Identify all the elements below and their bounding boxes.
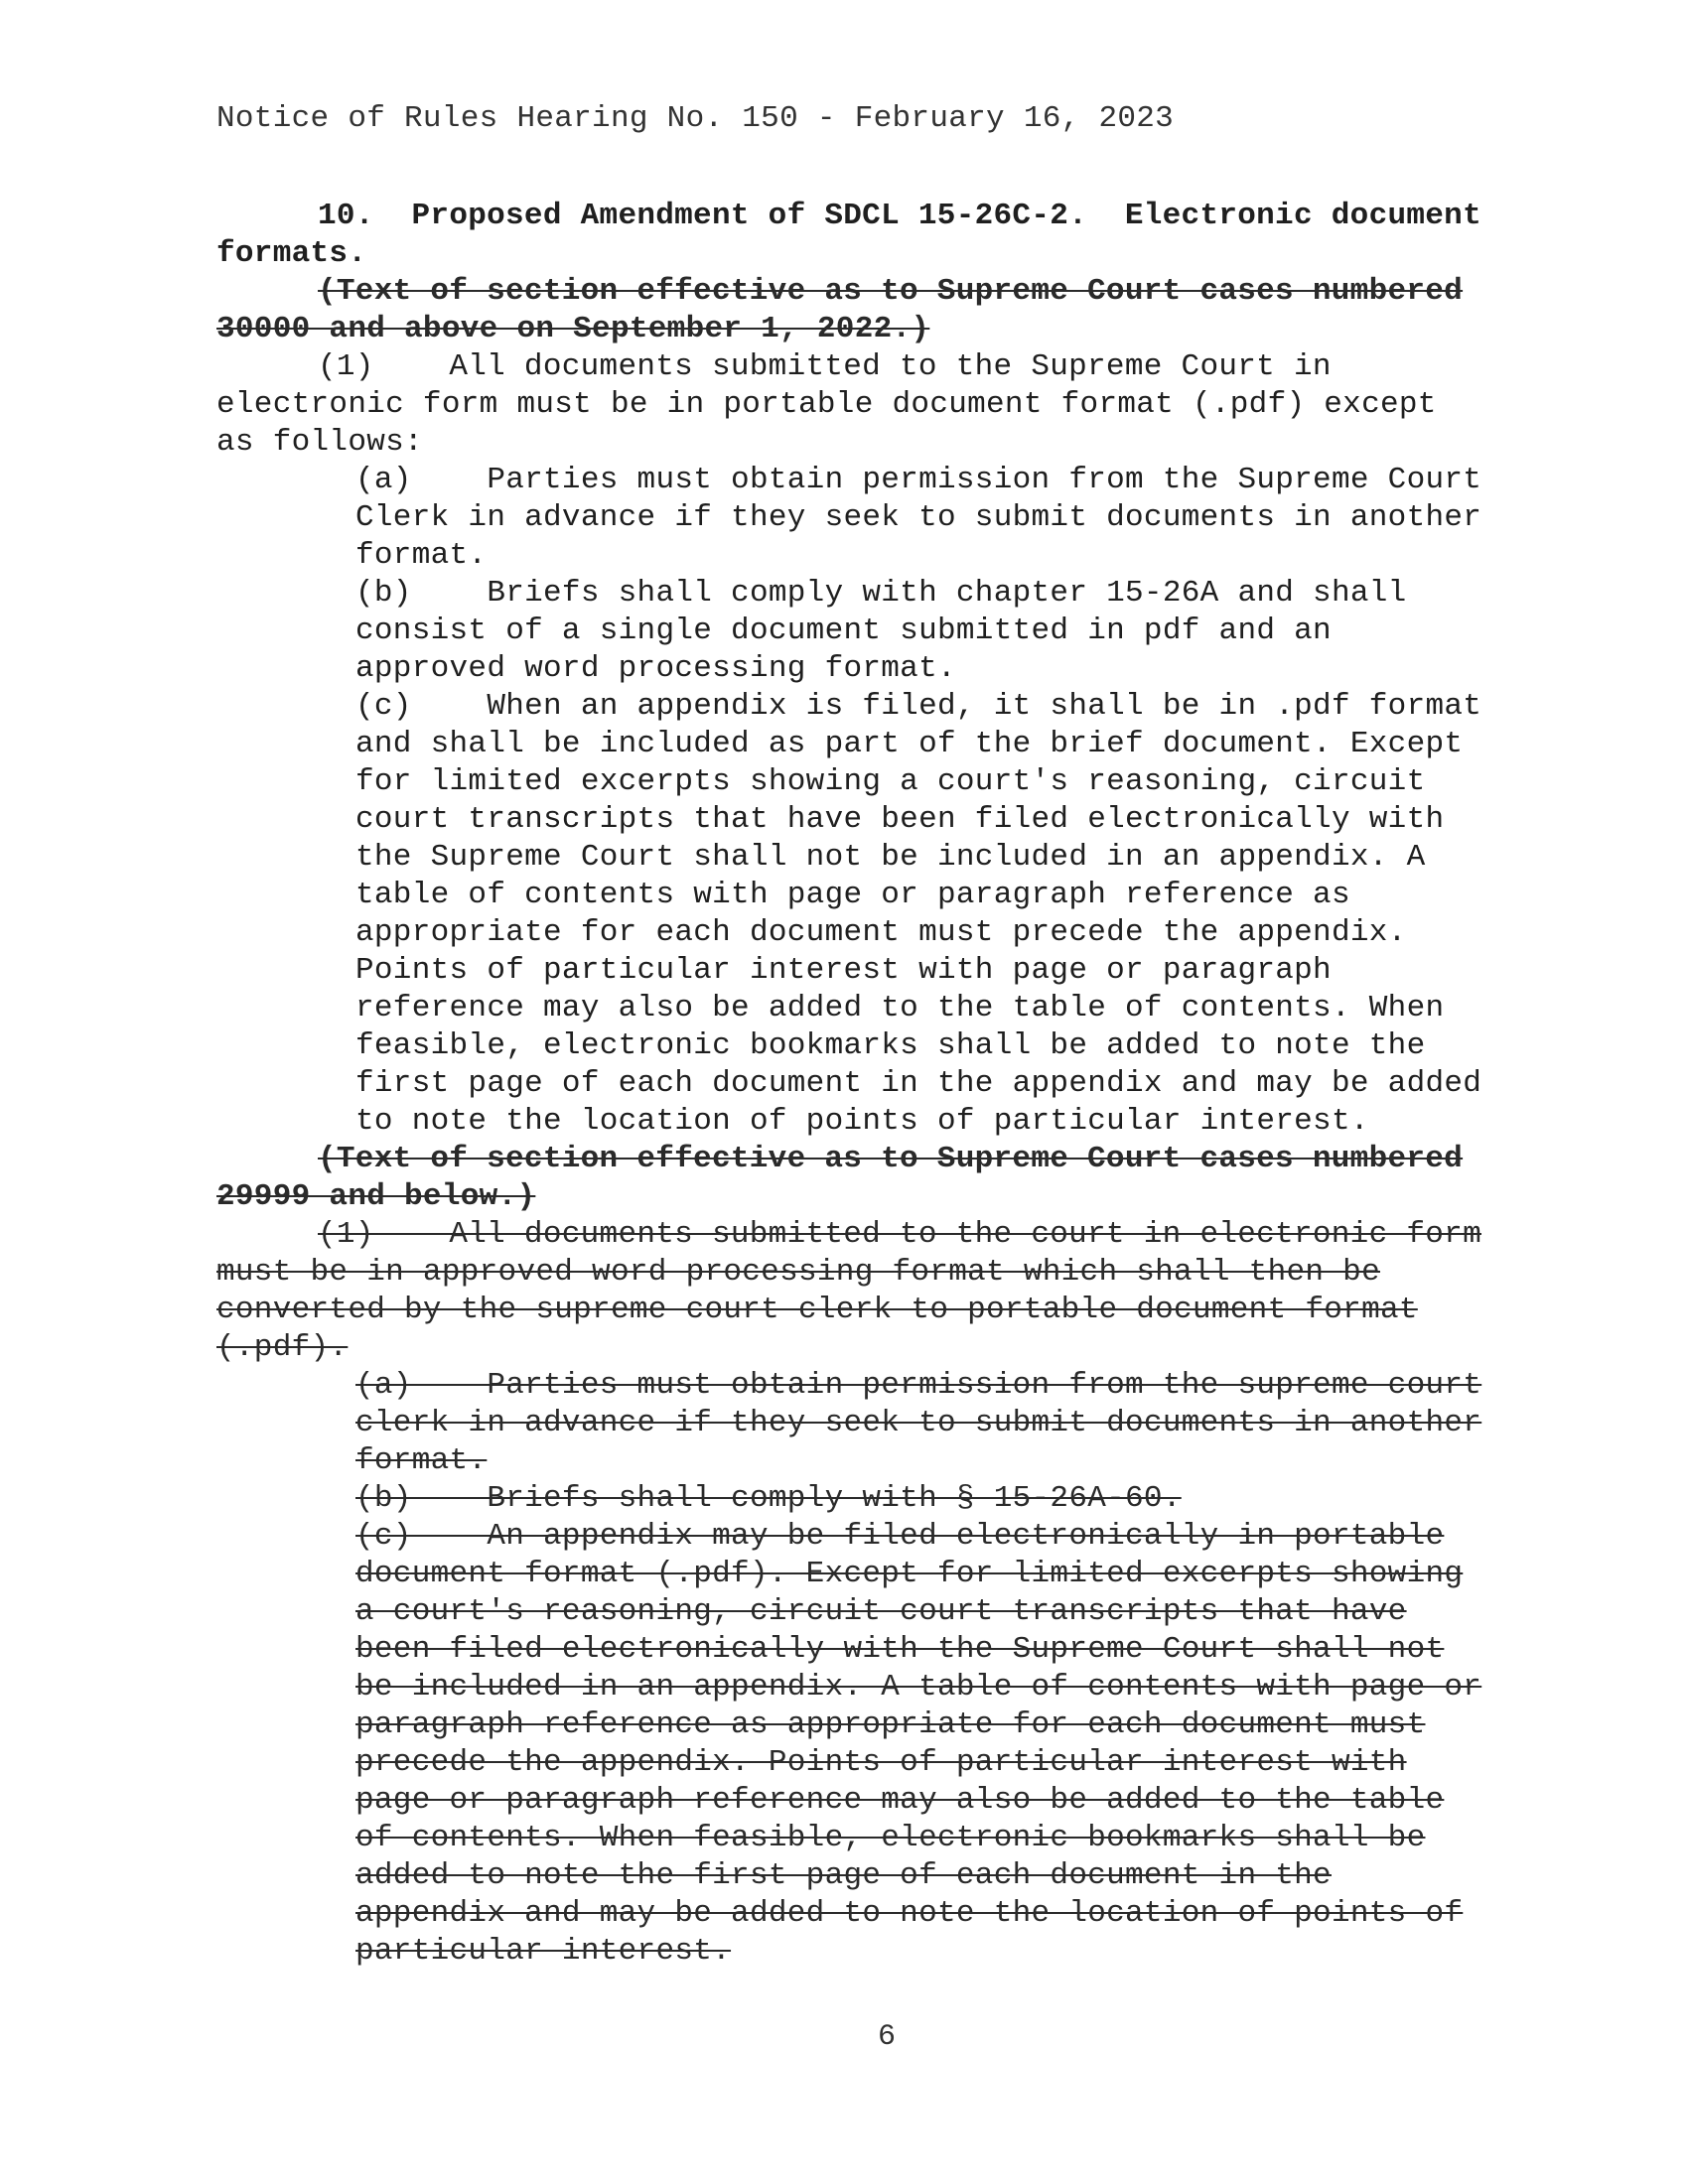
- old-subparagraph-c-line7: precede the appendix. Points of particular interest with: [355, 1745, 1407, 1780]
- new-subparagraph-c-line11: first page of each document in the appendix and may be added: [355, 1066, 1482, 1101]
- old-subparagraph-b-line1: (b) Briefs shall comply with § 15-26A-60.: [355, 1481, 1182, 1516]
- page-header: Notice of Rules Hearing No. 150 - February 16, 2023: [216, 101, 1175, 136]
- new-subparagraph-b-line2: consist of a single document submitted in pdf and an: [355, 614, 1332, 648]
- new-paragraph-1-line3: as follows:: [216, 425, 423, 460]
- old-subparagraph-a-line2: clerk in advance if they seek to submit documents in another: [355, 1406, 1482, 1440]
- old-paragraph-1-line1: (1) All documents submitted to the court in electronic form: [318, 1217, 1481, 1252]
- new-subparagraph-a-line2: Clerk in advance if they seek to submit documents in another: [355, 500, 1482, 535]
- old-subparagraph-c-line12: particular interest.: [355, 1934, 732, 1969]
- new-subparagraph-c-line8: Points of particular interest with page or paragraph: [355, 953, 1332, 988]
- new-subparagraph-c-line10: feasible, electronic bookmarks shall be added to note the: [355, 1028, 1426, 1063]
- old-paragraph-1-line4: (.pdf).: [216, 1330, 349, 1365]
- new-subparagraph-c-line12: to note the location of points of particular interest.: [355, 1104, 1369, 1139]
- new-paragraph-1-line2: electronic form must be in portable document format (.pdf) except: [216, 387, 1437, 422]
- old-subparagraph-c-line5: be included in an appendix. A table of contents with page or: [355, 1670, 1482, 1705]
- old-subparagraph-c-line10: added to note the first page of each document in the: [355, 1858, 1332, 1893]
- new-subparagraph-c-line4: court transcripts that have been filed electronically with: [355, 802, 1445, 837]
- old-subparagraph-c-line3: a court's reasoning, circuit court transcripts that have: [355, 1594, 1407, 1629]
- old-paragraph-1-line3: converted by the supreme court clerk to portable document format: [216, 1293, 1418, 1327]
- section-heading-line2: formats.: [216, 236, 367, 271]
- new-effective-note-line1: (Text of section effective as to Supreme Court cases numbered: [318, 274, 1464, 309]
- old-subparagraph-c-line2: document format (.pdf). Except for limited excerpts showing: [355, 1557, 1464, 1591]
- old-subparagraph-c-line4: been filed electronically with the Supreme Court shall not: [355, 1632, 1445, 1667]
- old-subparagraph-c-line9: of contents. When feasible, electronic bookmarks shall be: [355, 1821, 1426, 1855]
- old-subparagraph-a-line3: format.: [355, 1443, 488, 1478]
- page-number: 6: [878, 2020, 897, 2054]
- old-subparagraph-c-line6: paragraph reference as appropriate for each document must: [355, 1707, 1426, 1742]
- old-paragraph-1-line2: must be in approved word processing format which shall then be: [216, 1255, 1380, 1290]
- new-subparagraph-a-line3: format.: [355, 538, 488, 573]
- new-subparagraph-b-line3: approved word processing format.: [355, 651, 956, 686]
- new-subparagraph-c-line9: reference may also be added to the table of contents. When: [355, 991, 1445, 1025]
- new-subparagraph-a-line1: (a) Parties must obtain permission from the Supreme Court: [355, 463, 1482, 497]
- new-subparagraph-c-line2: and shall be included as part of the brief document. Except: [355, 727, 1464, 761]
- new-subparagraph-c-line6: table of contents with page or paragraph reference as: [355, 878, 1350, 912]
- old-subparagraph-c-line11: appendix and may be added to note the location of points of: [355, 1896, 1464, 1931]
- new-subparagraph-b-line1: (b) Briefs shall comply with chapter 15-26A and shall: [355, 576, 1407, 611]
- new-subparagraph-c-line7: appropriate for each document must precede the appendix.: [355, 915, 1407, 950]
- old-effective-note-line2: 29999 and below.): [216, 1179, 536, 1214]
- new-subparagraph-c-line1: (c) When an appendix is filed, it shall be in .pdf format: [355, 689, 1482, 724]
- new-subparagraph-c-line5: the Supreme Court shall not be included in an appendix. A: [355, 840, 1426, 875]
- new-subparagraph-c-line3: for limited excerpts showing a court's reasoning, circuit: [355, 764, 1426, 799]
- old-subparagraph-a-line1: (a) Parties must obtain permission from the supreme court: [355, 1368, 1482, 1403]
- section-heading-line1: 10. Proposed Amendment of SDCL 15-26C-2. Electronic document: [318, 199, 1481, 233]
- new-paragraph-1-line1: (1) All documents submitted to the Supreme Court in: [318, 349, 1332, 384]
- old-subparagraph-c-line1: (c) An appendix may be filed electronically in portable: [355, 1519, 1445, 1554]
- new-effective-note-line2: 30000 and above on September 1, 2022.): [216, 312, 930, 346]
- old-effective-note-line1: (Text of section effective as to Supreme Court cases numbered: [318, 1142, 1464, 1176]
- old-subparagraph-c-line8: page or paragraph reference may also be added to the table: [355, 1783, 1445, 1818]
